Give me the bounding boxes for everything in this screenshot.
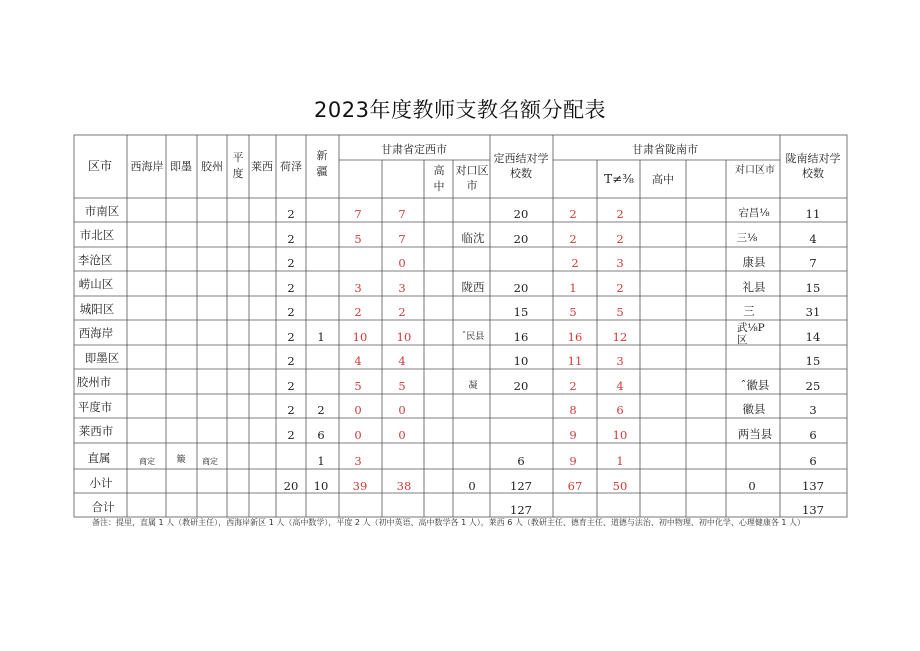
cell-longnan-jiedui: 7 bbox=[809, 256, 817, 270]
cell-heze: 2 bbox=[287, 379, 295, 393]
row-name: 莱西市 bbox=[78, 424, 114, 438]
cell-longnan-1: 2 bbox=[569, 232, 577, 246]
cell-longnan-1: 9 bbox=[569, 454, 577, 468]
cell-longnan-jiedui: 6 bbox=[809, 428, 817, 442]
header-dingxi-gaozhong: 高中 bbox=[433, 164, 445, 193]
cell-heze: 2 bbox=[287, 281, 295, 295]
cell-dingxi-jiedui: 6 bbox=[517, 454, 525, 468]
header-longnan-gaozhong: 高中 bbox=[652, 173, 674, 186]
header-laixi: 莱西 bbox=[251, 160, 273, 173]
cell-dingxi-1: 4 bbox=[354, 354, 362, 368]
cell-longnan-2: 6 bbox=[616, 403, 624, 417]
header-pingdu: 平度 bbox=[232, 151, 244, 180]
header-longnan-t: T≠⅜ bbox=[604, 172, 634, 186]
cell-longnan-1: 8 bbox=[569, 403, 577, 417]
cell-longnan-1: 9 bbox=[569, 428, 577, 442]
cell-heze: 20 bbox=[283, 479, 299, 493]
cell-longnan-2: 50 bbox=[612, 479, 628, 493]
row-name: 市北区 bbox=[79, 228, 115, 242]
cell-longnan-2: 2 bbox=[616, 281, 624, 295]
cell-heze: 2 bbox=[287, 232, 295, 246]
zhishu-xihaian: 商定 bbox=[139, 457, 155, 466]
cell-longnan-duikou: 三 bbox=[743, 304, 755, 318]
header-xinjiang: 新疆 bbox=[316, 149, 328, 178]
cell-longnan-duikou: 两当县 bbox=[737, 427, 773, 441]
cell-longnan-1: 2 bbox=[569, 379, 577, 393]
footnote: 备注：提里，直属 1 人（教研主任），西海岸新区 1 人（高中数学），平度 2 人（初中英语、高中数学各 1 人），莱西 6 人（教研主任、德育主任、道德与法治、初中物理、初中化学、心理健康各 1 人） bbox=[92, 518, 806, 527]
cell-longnan-duikou: 三⅛ bbox=[736, 232, 758, 244]
cell-longnan-duikou: 康县 bbox=[742, 255, 766, 269]
cell-dingxi-jiedui: 127 bbox=[510, 503, 532, 517]
cell-dingxi-2: 7 bbox=[398, 207, 406, 221]
cell-longnan-1: 16 bbox=[567, 330, 583, 344]
cell-dingxi-1: 3 bbox=[354, 281, 362, 295]
cell-dingxi-1: 7 bbox=[354, 207, 362, 221]
page-title: 2023年度教师支教名额分配表 bbox=[314, 98, 606, 122]
cell-dingxi-2: 3 bbox=[398, 281, 406, 295]
header-heze: 荷泽 bbox=[280, 160, 302, 173]
row-name: 小计 bbox=[89, 476, 113, 490]
cell-longnan-jiedui: 15 bbox=[805, 354, 821, 368]
cell-longnan-jiedui: 11 bbox=[805, 207, 821, 221]
cell-dingxi-1: 2 bbox=[354, 305, 362, 319]
cell-longnan-jiedui: 15 bbox=[805, 281, 821, 295]
cell-dingxi-1: 10 bbox=[352, 330, 368, 344]
cell-xinjiang: 2 bbox=[317, 403, 325, 417]
cell-dingxi-jiedui: 10 bbox=[513, 354, 529, 368]
cell-longnan-jiedui: 137 bbox=[802, 503, 824, 517]
cell-longnan-1: 5 bbox=[569, 305, 577, 319]
cell-longnan-jiedui: 14 bbox=[805, 330, 821, 344]
cell-longnan-1: 11 bbox=[567, 354, 583, 368]
cell-heze: 2 bbox=[287, 354, 295, 368]
cell-dingxi-duikou: 凝 bbox=[468, 381, 478, 391]
cell-longnan-2: 2 bbox=[616, 207, 624, 221]
cell-longnan-jiedui: 25 bbox=[805, 379, 821, 393]
cell-longnan-1: 1 bbox=[569, 281, 577, 295]
cell-longnan-2: 4 bbox=[616, 379, 624, 393]
cell-longnan-2: 2 bbox=[616, 232, 624, 246]
row-name: 李沧区 bbox=[77, 253, 113, 267]
cell-dingxi-2: 0 bbox=[398, 428, 406, 442]
cell-longnan-duikou: 礼县 bbox=[742, 280, 766, 294]
header-dingxi-jiedui: 定西结对学校数 bbox=[493, 152, 549, 180]
header-dingxi-group: 甘肃省定西市 bbox=[381, 143, 447, 156]
header-jimo: 即墨 bbox=[170, 160, 192, 173]
zhishu-jiaozhou: 商定 bbox=[202, 457, 218, 466]
cell-longnan-jiedui: 6 bbox=[809, 454, 817, 468]
cell-dingxi-jiedui: 16 bbox=[513, 330, 529, 344]
cell-longnan-duikou: 宕昌⅛ bbox=[738, 207, 770, 219]
cell-dingxi-1: 5 bbox=[354, 379, 362, 393]
cell-heze: 2 bbox=[287, 428, 295, 442]
cell-dingxi-1: 0 bbox=[354, 403, 362, 417]
cell-dingxi-1: 0 bbox=[354, 428, 362, 442]
cell-longnan-1: 2 bbox=[571, 256, 579, 270]
cell-xinjiang: 1 bbox=[317, 454, 325, 468]
cell-dingxi-1: 5 bbox=[354, 232, 362, 246]
cell-dingxi-duikou: 陇西 bbox=[461, 280, 485, 294]
cell-longnan-duikou: 0 bbox=[748, 479, 756, 493]
cell-heze: 2 bbox=[287, 207, 295, 221]
cell-dingxi-duikou: 临沈 bbox=[461, 231, 485, 245]
cell-dingxi-2: 2 bbox=[398, 305, 406, 319]
cell-longnan-duikou: 徽县 bbox=[742, 402, 766, 416]
cell-dingxi-duikou: 0 bbox=[468, 479, 476, 493]
row-name: 市南区 bbox=[84, 204, 120, 218]
row-name: 崂山区 bbox=[78, 277, 114, 291]
header-dingxi-duikou: 对口区市 bbox=[455, 164, 489, 192]
row-name: 胶州市 bbox=[76, 375, 112, 389]
cell-longnan-2: 3 bbox=[616, 354, 624, 368]
cell-dingxi-jiedui: 20 bbox=[513, 379, 529, 393]
row-name: 合计 bbox=[91, 500, 115, 514]
cell-dingxi-2: 0 bbox=[398, 256, 406, 270]
cell-longnan-2: 10 bbox=[612, 428, 628, 442]
cell-longnan-1: 2 bbox=[569, 207, 577, 221]
cell-dingxi-2: 0 bbox=[398, 403, 406, 417]
cell-xinjiang: 1 bbox=[317, 330, 325, 344]
cell-dingxi-jiedui: 15 bbox=[513, 305, 529, 319]
header-xihaian: 西海岸 bbox=[130, 160, 164, 173]
cell-dingxi-jiedui: 20 bbox=[513, 281, 529, 295]
cell-dingxi-duikou: ˆ民县 bbox=[461, 332, 485, 342]
cell-dingxi-2: 4 bbox=[398, 354, 406, 368]
cell-longnan-jiedui: 4 bbox=[809, 232, 817, 246]
cell-longnan-jiedui: 3 bbox=[809, 403, 817, 417]
cell-longnan-duikou: 武⅛P区 bbox=[737, 322, 765, 346]
cell-dingxi-1: 3 bbox=[354, 454, 362, 468]
cell-dingxi-1: 39 bbox=[352, 479, 368, 493]
cell-dingxi-jiedui: 20 bbox=[513, 232, 529, 246]
cell-heze: 2 bbox=[287, 403, 295, 417]
cell-longnan-jiedui: 137 bbox=[802, 479, 824, 493]
cell-longnan-duikou: ˆ徽县 bbox=[740, 378, 770, 392]
header-jiaozhou: 胶州 bbox=[201, 160, 223, 173]
cell-dingxi-jiedui: 127 bbox=[510, 479, 532, 493]
row-name: 城阳区 bbox=[79, 302, 115, 316]
row-name: 直属 bbox=[87, 451, 111, 465]
row-name: 即墨区 bbox=[84, 351, 120, 365]
cell-longnan-2: 5 bbox=[616, 305, 624, 319]
cell-heze: 2 bbox=[287, 330, 295, 344]
cell-dingxi-2: 10 bbox=[396, 330, 412, 344]
header-longnan-duikou: 对口区市 bbox=[735, 165, 775, 176]
row-name: 平度市 bbox=[77, 400, 113, 414]
cell-longnan-2: 1 bbox=[616, 454, 624, 468]
header-qushi: 区市 bbox=[87, 159, 113, 173]
cell-heze: 2 bbox=[287, 305, 295, 319]
header-longnan-jiedui: 陇南结对学校数 bbox=[785, 152, 841, 180]
cell-xinjiang: 10 bbox=[313, 479, 329, 493]
cell-dingxi-2: 7 bbox=[398, 232, 406, 246]
row-name: 西海岸 bbox=[78, 326, 114, 340]
cell-dingxi-2: 5 bbox=[398, 379, 406, 393]
cell-dingxi-jiedui: 20 bbox=[513, 207, 529, 221]
cell-longnan-jiedui: 31 bbox=[805, 305, 821, 319]
cell-xinjiang: 6 bbox=[317, 428, 325, 442]
cell-dingxi-2: 38 bbox=[396, 479, 412, 493]
cell-longnan-1: 67 bbox=[567, 479, 583, 493]
cell-heze: 2 bbox=[287, 256, 295, 270]
cell-longnan-2: 12 bbox=[612, 330, 628, 344]
header-longnan-group: 甘肃省陇南市 bbox=[632, 143, 698, 156]
cell-longnan-2: 3 bbox=[616, 256, 624, 270]
zhishu-jimo: 簸 bbox=[176, 455, 186, 465]
